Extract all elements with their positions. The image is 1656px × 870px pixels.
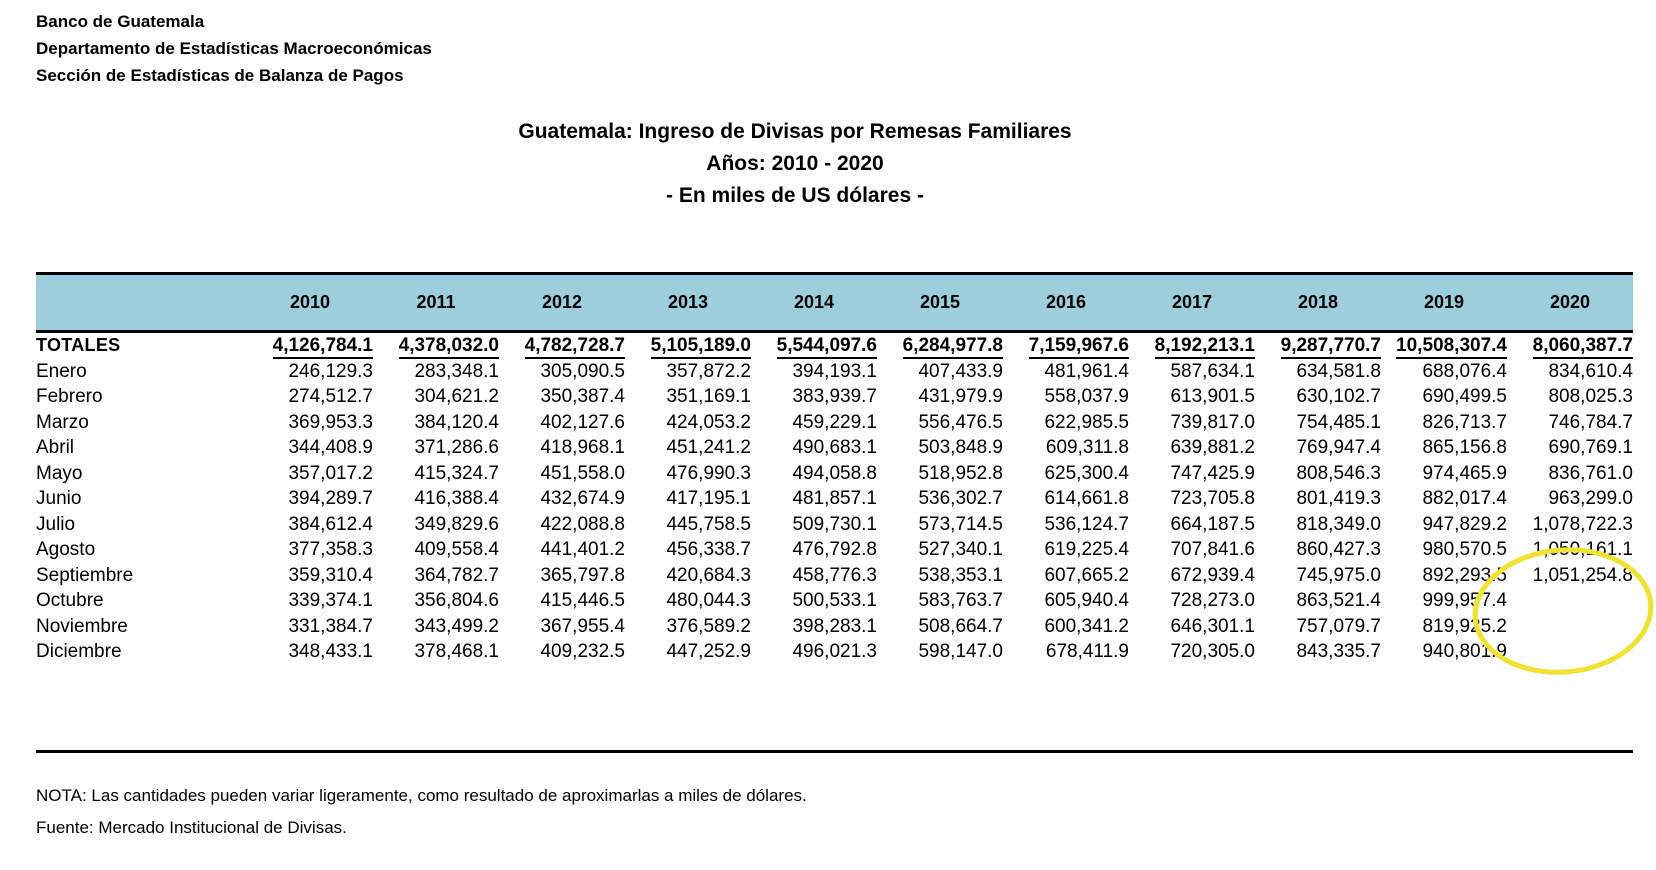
year-header-2010: 2010 [247, 274, 373, 332]
cell-enero-2012: 305,090.5 [540, 360, 625, 382]
year-header-2014: 2014 [751, 274, 877, 332]
cell-febrero-2018: 630,102.7 [1296, 386, 1381, 407]
cell-febrero-2016: 558,037.9 [1044, 386, 1129, 407]
table-row [36, 410, 1633, 436]
cell-agosto-2013: 456,338.7 [666, 539, 751, 560]
cell-abril-2013: 451,241.2 [666, 437, 751, 458]
month-label: Agosto [36, 539, 96, 560]
year-header-2013: 2013 [625, 274, 751, 332]
cell-diciembre-2014: 496,021.3 [792, 641, 877, 662]
total-value: 5,105,189.0 [651, 335, 751, 359]
table-header-band [36, 274, 1633, 332]
table-body [36, 332, 1633, 665]
cell-septiembre-2012: 365,797.8 [540, 564, 625, 586]
cell-febrero-2019: 690,499.5 [1422, 386, 1507, 407]
total-value: 9,287,770.7 [1281, 335, 1381, 359]
month-label: Julio [36, 513, 76, 535]
totals-label: TOTALES [36, 335, 121, 355]
cell-diciembre-2018: 843,335.7 [1296, 641, 1381, 662]
cell-octubre-2016: 605,940.4 [1044, 590, 1129, 611]
year-header-2019: 2019 [1381, 274, 1507, 332]
total-2014 [751, 332, 877, 359]
cell-diciembre-2010: 348,433.1 [288, 641, 373, 662]
month-label: Junio [36, 488, 82, 509]
cell-mayo-2012: 451,558.0 [540, 462, 625, 484]
table-bottom-rule [36, 750, 1633, 753]
cell-julio-2010: 384,612.4 [288, 513, 373, 535]
cell-abril-2018: 769,947.4 [1296, 437, 1381, 458]
cell-junio-2017: 723,705.8 [1170, 488, 1255, 509]
total-2012 [499, 332, 625, 359]
cell-junio-2019: 882,017.4 [1422, 488, 1507, 509]
remittances-table [36, 272, 1633, 665]
cell-octubre-2017: 728,273.0 [1170, 590, 1255, 611]
total-2018 [1255, 332, 1381, 359]
cell-agosto-2010: 377,358.3 [288, 539, 373, 560]
cell-diciembre-2016: 678,411.9 [1045, 641, 1129, 662]
year-header-2020: 2020 [1507, 274, 1633, 332]
totals-row [36, 332, 1633, 359]
table-row [36, 359, 1633, 385]
page-subtitle-units: - En miles de US dólares - [666, 184, 924, 207]
institution-name: Banco de Guatemala [36, 12, 205, 31]
total-value: 4,126,784.1 [273, 335, 373, 359]
cell-mayo-2020: 836,761.0 [1548, 462, 1633, 484]
total-2017 [1129, 332, 1255, 359]
cell-abril-2011: 371,286.6 [414, 437, 499, 458]
cell-junio-2013: 417,195.1 [666, 488, 751, 509]
institution-header [36, 8, 432, 89]
cell-octubre-2012: 415,446.5 [540, 590, 625, 611]
cell-enero-2014: 394,193.1 [792, 360, 877, 382]
cell-junio-2020: 963,299.0 [1548, 488, 1633, 509]
cell-enero-2019: 688,076.4 [1422, 360, 1507, 382]
cell-noviembre-2020 [1507, 614, 1633, 640]
cell-febrero-2014: 383,939.7 [792, 386, 877, 407]
cell-julio-2011: 349,829.6 [414, 513, 499, 535]
cell-mayo-2013: 476,990.3 [666, 462, 751, 484]
cell-diciembre-2011: 378,468.1 [414, 641, 499, 662]
cell-agosto-2020: 1,050,161.1 [1532, 539, 1633, 560]
total-2013 [625, 332, 751, 359]
cell-julio-2012: 422,088.8 [540, 513, 625, 535]
empty-header-cell [36, 274, 247, 332]
institution-section: Sección de Estadísticas de Balanza de Pagos [36, 66, 404, 85]
cell-diciembre-2013: 447,252.9 [666, 641, 751, 662]
cell-mayo-2010: 357,017.2 [288, 462, 373, 484]
table-row [36, 563, 1633, 589]
cell-agosto-2014: 476,792.8 [792, 539, 877, 560]
cell-marzo-2014: 459,229.1 [792, 411, 877, 433]
note-text: NOTA: Las cantidades pueden variar ligeramente, como resultado de aproximarlas a miles de dólares. [36, 786, 807, 805]
cell-enero-2013: 357,872.2 [666, 360, 751, 382]
cell-diciembre-2017: 720,305.0 [1170, 641, 1255, 662]
cell-marzo-2019: 826,713.7 [1422, 411, 1507, 433]
cell-octubre-2020 [1507, 588, 1633, 614]
cell-octubre-2018: 863,521.4 [1296, 590, 1381, 611]
cell-octubre-2011: 356,804.6 [414, 590, 499, 611]
cell-agosto-2017: 707,841.6 [1170, 539, 1255, 560]
table-row [36, 384, 1633, 410]
year-header-2011: 2011 [373, 274, 499, 332]
cell-julio-2018: 818,349.0 [1296, 513, 1381, 535]
cell-noviembre-2010: 331,384.7 [288, 615, 373, 637]
cell-septiembre-2020: 1,051,254.8 [1532, 564, 1633, 586]
cell-mayo-2011: 415,324.7 [414, 462, 499, 484]
cell-agosto-2011: 409,558.4 [414, 539, 499, 560]
cell-octubre-2010: 339,374.1 [288, 590, 373, 611]
cell-febrero-2012: 350,387.4 [540, 386, 625, 407]
cell-noviembre-2013: 376,589.2 [666, 615, 751, 637]
month-label: Abril [36, 437, 75, 458]
cell-abril-2019: 865,156.8 [1422, 437, 1507, 458]
cell-septiembre-2011: 364,782.7 [414, 564, 499, 586]
institution-department: Departamento de Estadísticas Macroeconómicas [36, 39, 432, 58]
total-value: 8,060,387.7 [1533, 335, 1633, 359]
month-label: Mayo [36, 462, 83, 484]
cell-mayo-2014: 494,058.8 [792, 462, 877, 484]
year-header-2012: 2012 [499, 274, 625, 332]
table-row [36, 537, 1633, 563]
cell-marzo-2016: 622,985.5 [1044, 411, 1129, 433]
year-header-2015: 2015 [877, 274, 1003, 332]
cell-enero-2015: 407,433.9 [918, 360, 1003, 382]
table-row [36, 639, 1633, 665]
cell-febrero-2017: 613,901.5 [1170, 386, 1255, 407]
total-2015 [877, 332, 1003, 359]
cell-octubre-2013: 480,044.3 [666, 590, 751, 611]
cell-marzo-2012: 402,127.6 [540, 411, 625, 433]
cell-julio-2020: 1,078,722.3 [1532, 513, 1633, 535]
cell-diciembre-2012: 409,232.5 [540, 641, 625, 662]
cell-agosto-2018: 860,427.3 [1296, 539, 1381, 560]
cell-enero-2017: 587,634.1 [1170, 360, 1255, 382]
page-title: Guatemala: Ingreso de Divisas por Remesas Familiares [518, 120, 1072, 143]
cell-junio-2015: 536,302.7 [918, 488, 1003, 509]
year-header-2017: 2017 [1129, 274, 1255, 332]
total-2011 [373, 332, 499, 359]
cell-mayo-2018: 808,546.3 [1296, 462, 1381, 484]
cell-octubre-2014: 500,533.1 [792, 590, 877, 611]
source-text: Fuente: Mercado Institucional de Divisas. [36, 818, 347, 837]
cell-diciembre-2019: 940,801.9 [1422, 641, 1507, 662]
cell-febrero-2010: 274,512.7 [288, 386, 373, 407]
cell-julio-2013: 445,758.5 [666, 513, 751, 535]
cell-febrero-2015: 431,979.9 [918, 386, 1003, 407]
page-subtitle-years: Años: 2010 - 2020 [706, 152, 884, 175]
cell-enero-2010: 246,129.3 [288, 360, 373, 382]
cell-marzo-2011: 384,120.4 [414, 411, 499, 433]
month-label: Febrero [36, 386, 103, 407]
cell-octubre-2019: 999,957.4 [1422, 590, 1507, 611]
cell-noviembre-2011: 343,499.2 [414, 615, 499, 637]
footer-notes [36, 780, 807, 844]
total-2010 [247, 332, 373, 359]
total-value: 7,159,967.6 [1029, 335, 1129, 359]
cell-julio-2017: 664,187.5 [1170, 513, 1255, 535]
title-block [0, 116, 1590, 212]
year-header-row [36, 274, 1633, 332]
table-row [36, 588, 1633, 614]
cell-noviembre-2014: 398,283.1 [792, 615, 877, 637]
cell-octubre-2015: 583,763.7 [918, 590, 1003, 611]
table-row [36, 461, 1633, 487]
month-label: Octubre [36, 590, 104, 611]
cell-mayo-2015: 518,952.8 [918, 462, 1003, 484]
cell-febrero-2013: 351,169.1 [666, 386, 751, 407]
cell-septiembre-2019: 892,293.5 [1422, 564, 1507, 586]
cell-marzo-2010: 369,953.3 [288, 411, 373, 433]
total-2020 [1507, 332, 1633, 359]
total-value: 10,508,307.4 [1396, 335, 1507, 359]
cell-julio-2015: 573,714.5 [918, 513, 1003, 535]
month-label: Noviembre [36, 615, 128, 637]
total-value: 4,378,032.0 [399, 335, 499, 359]
cell-enero-2020: 834,610.4 [1548, 360, 1633, 382]
cell-abril-2010: 344,408.9 [288, 437, 373, 458]
cell-febrero-2020: 808,025.3 [1548, 386, 1633, 407]
cell-mayo-2019: 974,465.9 [1422, 462, 1507, 484]
cell-diciembre-2020 [1507, 639, 1633, 665]
cell-septiembre-2018: 745,975.0 [1296, 564, 1381, 586]
cell-enero-2018: 634,581.8 [1296, 360, 1381, 382]
table-row [36, 614, 1633, 640]
cell-enero-2016: 481,961.4 [1044, 360, 1129, 382]
cell-agosto-2015: 527,340.1 [918, 539, 1003, 560]
cell-abril-2017: 639,881.2 [1170, 437, 1255, 458]
cell-julio-2019: 947,829.2 [1422, 513, 1507, 535]
cell-julio-2014: 509,730.1 [792, 513, 877, 535]
total-2019 [1381, 332, 1507, 359]
month-label: Marzo [36, 411, 89, 433]
cell-abril-2016: 609,311.8 [1045, 437, 1129, 458]
cell-junio-2016: 614,661.8 [1044, 488, 1129, 509]
cell-julio-2016: 536,124.7 [1044, 513, 1129, 535]
cell-noviembre-2017: 646,301.1 [1170, 615, 1255, 637]
cell-abril-2020: 690,769.1 [1548, 437, 1633, 458]
cell-diciembre-2015: 598,147.0 [918, 641, 1003, 662]
cell-junio-2014: 481,857.1 [792, 488, 877, 509]
table-row [36, 512, 1633, 538]
cell-marzo-2013: 424,053.2 [666, 411, 751, 433]
cell-marzo-2018: 754,485.1 [1296, 411, 1381, 433]
cell-septiembre-2010: 359,310.4 [288, 564, 373, 586]
cell-abril-2014: 490,683.1 [792, 437, 877, 458]
cell-mayo-2016: 625,300.4 [1044, 462, 1129, 484]
cell-mayo-2017: 747,425.9 [1170, 462, 1255, 484]
cell-noviembre-2016: 600,341.2 [1044, 615, 1129, 637]
month-label: Septiembre [36, 564, 134, 586]
cell-noviembre-2015: 508,664.7 [918, 615, 1003, 637]
cell-noviembre-2012: 367,955.4 [540, 615, 625, 637]
total-value: 8,192,213.1 [1155, 335, 1255, 359]
total-value: 6,284,977.8 [903, 335, 1003, 359]
cell-noviembre-2019: 819,925.2 [1422, 615, 1507, 637]
cell-junio-2011: 416,388.4 [414, 488, 499, 509]
cell-marzo-2015: 556,476.5 [918, 411, 1003, 433]
cell-septiembre-2016: 607,665.2 [1044, 564, 1129, 586]
cell-noviembre-2018: 757,079.7 [1296, 615, 1381, 637]
year-header-2018: 2018 [1255, 274, 1381, 332]
cell-agosto-2019: 980,570.5 [1422, 539, 1507, 560]
cell-junio-2012: 432,674.9 [540, 488, 625, 509]
cell-febrero-2011: 304,621.2 [414, 386, 499, 407]
total-2016 [1003, 332, 1129, 359]
cell-marzo-2020: 746,784.7 [1548, 411, 1633, 433]
cell-septiembre-2013: 420,684.3 [666, 564, 751, 586]
year-header-2016: 2016 [1003, 274, 1129, 332]
cell-agosto-2016: 619,225.4 [1044, 539, 1129, 560]
total-value: 4,782,728.7 [525, 335, 625, 359]
cell-septiembre-2015: 538,353.1 [918, 564, 1003, 586]
cell-septiembre-2017: 672,939.4 [1170, 564, 1255, 586]
month-label: Enero [36, 360, 87, 382]
table-row [36, 435, 1633, 461]
cell-junio-2010: 394,289.7 [288, 488, 373, 509]
cell-junio-2018: 801,419.3 [1296, 488, 1381, 509]
total-value: 5,544,097.6 [777, 335, 877, 359]
cell-marzo-2017: 739,817.0 [1170, 411, 1255, 433]
cell-agosto-2012: 441,401.2 [540, 539, 625, 560]
month-label: Diciembre [36, 641, 122, 662]
cell-septiembre-2014: 458,776.3 [792, 564, 877, 586]
table-row [36, 486, 1633, 512]
cell-abril-2012: 418,968.1 [540, 437, 625, 458]
cell-abril-2015: 503,848.9 [918, 437, 1003, 458]
cell-enero-2011: 283,348.1 [414, 360, 499, 382]
